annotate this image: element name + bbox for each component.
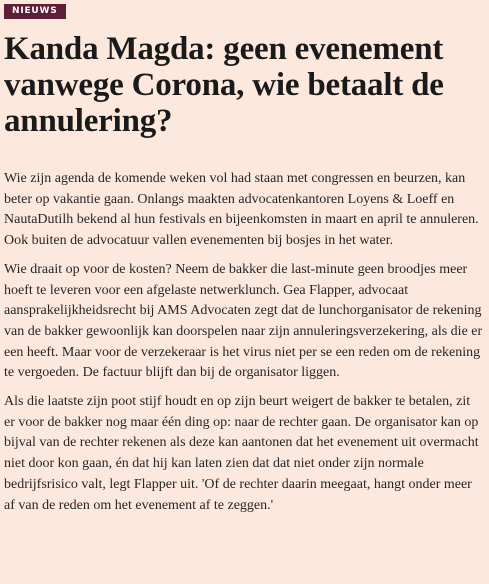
article-paragraph-2: Wie draait op voor de kosten? Neem de bakker die last-minute geen broodjes meer hoeft te leveren voor een afgelaste netwerklunch. Gea Flapper, advocaat aansprakelijkheidsrecht bij AMS Advocaten zegt dat de lunchorganisator de rekening van de bakker gewoonlijk kan doorspelen naar zijn annuleringsverzekering, als die er een heeft. Maar voor de verzekeraar is het virus niet per se een reden om de rekening te vergoeden. De factuur blijft dan bij de organisator liggen. <box>4 261 483 381</box>
article-paragraph-1: Wie zijn agenda de komende weken vol had staan met congressen en beurzen, kan beter op vakantie gaan. Onlangs maakten advocatenkantoren Loyens & Loeff en NautaDutilh bekend al hun festivals en bijeenkomsten in maart en april te annuleren. Ook buiten de advocatuur vallen evenementen bij bosjes in het water. <box>4 171 479 249</box>
article-body <box>4 169 484 524</box>
article-paragraph-3: Als die laatste zijn poot stijf houdt en op zijn beurt weigert de bakker te betalen, zit er voor de bakker nog maar één ding op: naar de rechter gaan. De organisator kan op bijval van de rechter rekenen als deze kan aantonen dat het evenement uit overmacht niet door kon gaan, én dat hij kan laten zien dat dat niet onder zijn normale bedrijfsrisico valt, legt Flapper uit. 'Of de rechter daarin meegaat, hangt onder meer af van de reden om het evenement af te zeggen.' <box>4 394 479 513</box>
article-headline: Kanda Magda: geen evenement vanwege Corona, wie betaalt de annulering? <box>4 31 444 139</box>
category-badge[interactable]: NIEUWS <box>4 4 66 19</box>
